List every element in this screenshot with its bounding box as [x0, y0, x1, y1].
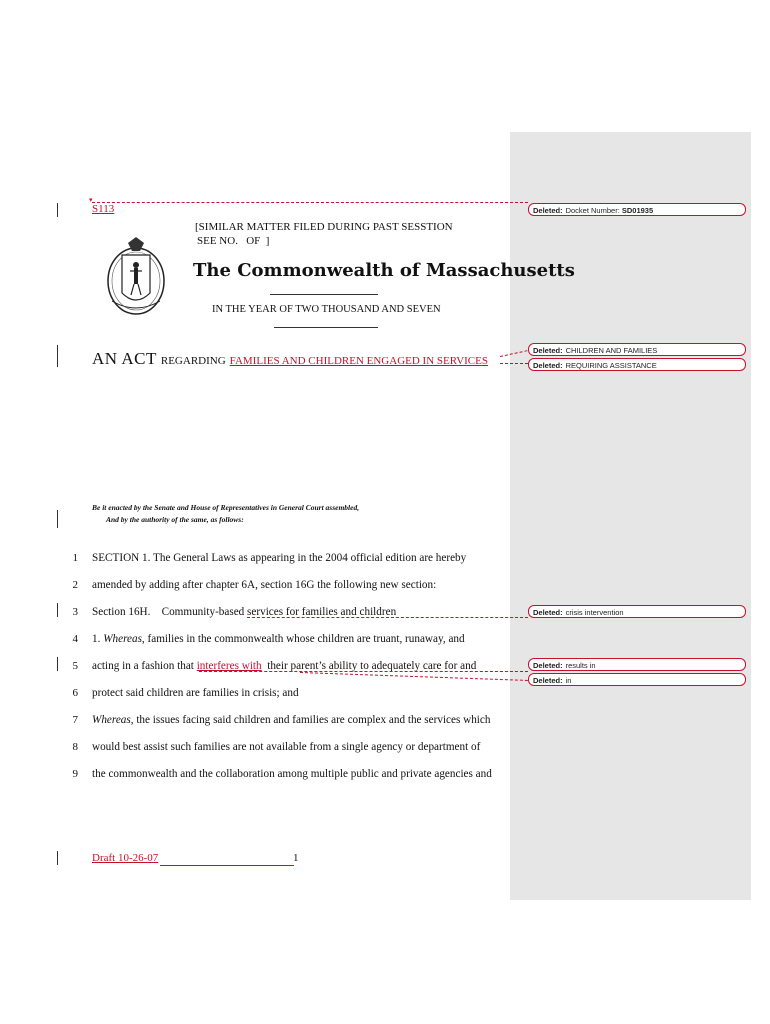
deleted-comment-balloon[interactable] — [528, 673, 746, 686]
year-line: IN THE YEAR OF TWO THOUSAND AND SEVEN — [212, 304, 441, 315]
body-line: the commonwealth and the collaboration among multiple public and private agencies and — [92, 768, 492, 780]
commonwealth-seal-icon — [100, 235, 172, 322]
comment-connector — [300, 672, 528, 681]
comment-text: in — [565, 676, 572, 685]
change-bar — [57, 851, 58, 865]
line-prefix: acting in a fashion that — [92, 660, 197, 672]
comment-connector — [500, 363, 528, 364]
title-rule — [270, 294, 378, 295]
line-text: , families in the commonwealth whose children are truant, runaway, and — [141, 633, 465, 645]
line-number: 2 — [72, 579, 78, 591]
line-number: 8 — [72, 741, 78, 753]
comment-text: Docket Number: — [565, 206, 620, 215]
line-number: 3 — [72, 606, 78, 618]
change-bar — [57, 510, 58, 528]
deleted-comment-balloon[interactable] — [528, 203, 746, 216]
line-text: , the issues facing said children and families are complex and the services which — [130, 714, 491, 726]
comment-text: results in — [565, 661, 596, 670]
whereas-word: Whereas — [103, 633, 142, 645]
comment-connector — [247, 617, 528, 618]
line-number: 5 — [72, 660, 78, 672]
footer-underline — [160, 865, 294, 866]
line-number: 1 — [72, 552, 78, 564]
comment-label: Deleted: — [533, 676, 563, 685]
comment-text: CHILDREN AND FAMILIES — [565, 346, 658, 355]
line-number: 9 — [72, 768, 78, 780]
change-bar — [57, 603, 58, 617]
deleted-comment-balloon[interactable] — [528, 343, 746, 356]
deleted-comment-balloon[interactable] — [528, 358, 746, 371]
commonwealth-title: The Commonwealth of Massachusetts — [193, 260, 575, 281]
line-number: 7 — [72, 714, 78, 726]
act-prefix: AN ACT — [92, 349, 157, 368]
year-rule — [274, 327, 378, 328]
inserted-text: interferes with — [196, 660, 262, 672]
line-number: 4 — [72, 633, 78, 645]
comment-pane — [510, 132, 751, 900]
change-bar — [57, 657, 58, 671]
comment-label: Deleted: — [533, 661, 563, 670]
line-prefix: 1. — [92, 633, 104, 645]
comment-label: Deleted: — [533, 346, 563, 355]
comment-bold-text: SD01935 — [621, 206, 654, 215]
deleted-comment-balloon[interactable] — [528, 658, 746, 671]
enacting-line-1: Be it enacted by the Senate and House of Representatives in General Court assembled, — [92, 503, 360, 512]
comment-text: crisis intervention — [565, 608, 624, 617]
body-line: amended by adding after chapter 6A, section 16G the following new section: — [92, 579, 437, 591]
comment-text: REQUIRING ASSISTANCE — [565, 361, 657, 370]
change-bar — [57, 345, 58, 367]
body-line — [92, 714, 490, 726]
act-regarding: REGARDING — [160, 355, 226, 367]
whereas-word: Whereas — [92, 714, 131, 726]
similar-matter-line-1: [SIMILAR MATTER FILED DURING PAST SESSTION — [195, 221, 453, 233]
comment-label: Deleted: — [533, 206, 563, 215]
comment-label: Deleted: — [533, 361, 563, 370]
page-number: 1 — [293, 852, 299, 864]
act-subject: FAMILIES AND CHILDREN ENGAGED IN SERVICES — [229, 355, 488, 367]
body-line: protect said children are families in crisis; and — [92, 687, 299, 699]
comment-connector — [92, 202, 528, 203]
similar-matter-line-2: SEE NO. OF ] — [197, 235, 270, 247]
act-title — [92, 349, 488, 369]
draft-label: Draft 10-26-07 — [92, 852, 159, 864]
insert-marker-icon: ▾ — [89, 196, 93, 204]
comment-label: Deleted: — [533, 608, 563, 617]
change-bar — [57, 203, 58, 217]
body-line: would best assist such families are not available from a single agency or department of — [92, 741, 481, 753]
body-line: SECTION 1. The General Laws as appearing in the 2004 official edition are hereby — [92, 552, 467, 564]
body-line — [92, 633, 465, 645]
bill-number: S113 — [92, 203, 115, 215]
enacting-line-2: And by the authority of the same, as follows: — [106, 515, 244, 524]
body-line: Section 16H. Community-based services for families and children — [92, 606, 397, 618]
line-text: their parent’s ability to adequately care for and — [261, 660, 477, 672]
line-number: 6 — [72, 687, 78, 699]
comment-connector — [199, 671, 528, 672]
deleted-comment-balloon[interactable] — [528, 605, 746, 618]
